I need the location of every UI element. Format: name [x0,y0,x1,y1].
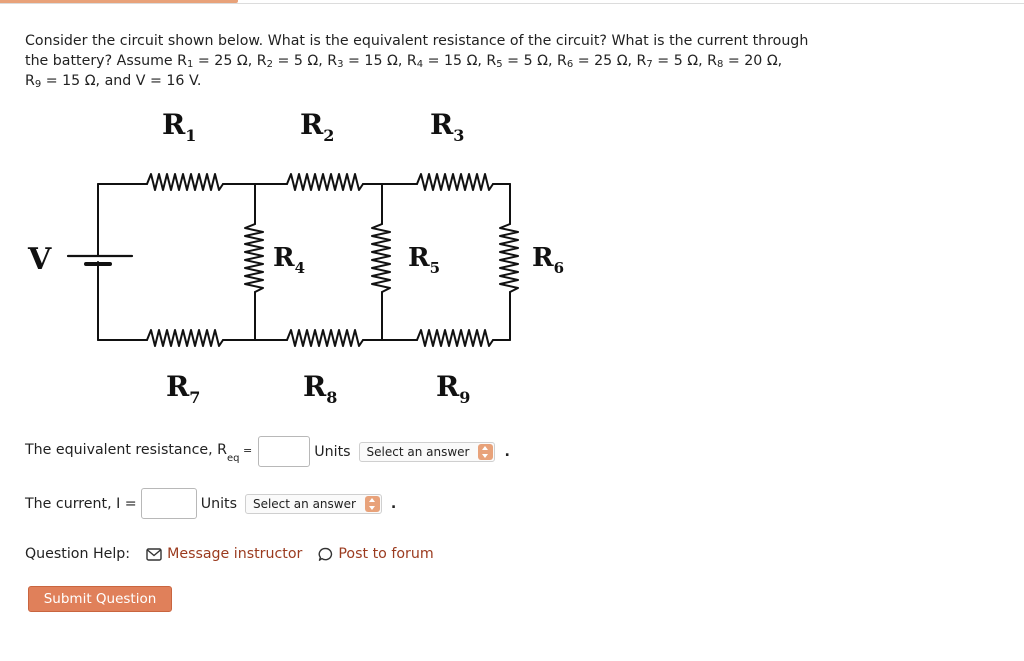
top-divider [0,3,1024,4]
select-arrows-icon [478,444,493,460]
value-r8: = 20 Ω, [723,53,783,69]
label-r9: $R_9$ [436,370,471,407]
resistance-label-sub: eq [227,452,240,464]
sub-9: 9 [34,79,42,90]
envelope-icon [146,548,162,561]
label-r2: $R_2$ [300,108,335,145]
label-r7: $R_7$ [166,370,201,407]
resistance-equals: = [239,444,253,458]
resistor-r9-zigzag [417,330,493,346]
resistance-select-value: Select an answer [366,444,470,459]
question-line-2-start: the battery? Assume R [25,53,188,69]
value-r4: = 15 Ω, R [423,53,497,69]
resistance-label-text: The equivalent resistance, R [25,442,228,459]
resistance-answer-row [25,436,510,467]
submit-question-button[interactable]: Submit Question [28,586,172,612]
sub-8: 8 [716,59,724,70]
select-arrows-icon [365,496,380,512]
value-r9-and-v: = 15 Ω, and V = 16 V. [41,73,202,89]
speech-bubble-icon [318,547,333,562]
battery-label: V [28,242,52,277]
label-r6: $R_6$ [532,243,565,277]
value-r3: = 15 Ω, R [343,53,417,69]
current-units-label: Units [200,495,237,512]
current-period: . [390,495,397,512]
resistor-r2-zigzag [287,174,363,190]
circuit-diagram [20,104,580,414]
resistor-r1-zigzag [147,174,223,190]
question-text [25,31,1005,91]
question-help-label: Question Help: [25,546,131,562]
message-instructor-link[interactable] [146,546,302,562]
post-to-forum-link[interactable] [318,546,433,562]
resistance-period: . [504,443,510,460]
label-r3: $R_3$ [430,108,465,145]
value-r5: = 5 Ω, R [502,53,567,69]
sub-4: 4 [416,59,424,70]
resistor-r6-zigzag [500,224,518,292]
question-line-2 [25,51,1005,71]
label-r4: $R_4$ [273,243,306,277]
message-instructor-text: Message instructor [167,546,303,562]
label-r1: $R_1$ [162,108,197,145]
resistance-input[interactable] [258,436,310,467]
sub-3: 3 [337,59,344,70]
resistor-r7-zigzag [147,330,223,346]
sub-7: 7 [646,59,653,70]
question-line-3 [25,71,1005,91]
question-line-1: Consider the circuit shown below. What is the equivalent resistance of the circuit? What is the current through [25,33,809,49]
sub-5: 5 [496,59,503,70]
sub-1: 1 [187,59,194,70]
question-help [25,546,434,562]
value-r2: = 5 Ω, R [272,53,338,69]
sub-6: 6 [566,59,574,70]
resistance-units-select[interactable] [359,442,496,462]
resistance-units-label: Units [314,443,351,460]
resistor-r5-zigzag [372,224,390,292]
current-select-value: Select an answer [252,496,356,511]
current-label: The current, I = [25,495,137,512]
label-r8: $R_8$ [303,370,338,407]
value-r6: = 25 Ω, R [573,53,647,69]
resistance-label [25,442,253,464]
label-r5: $R_5$ [408,243,441,277]
post-to-forum-text: Post to forum [338,546,434,562]
resistor-r4-zigzag [245,224,263,292]
resistor-r3-zigzag [417,174,493,190]
sub-2: 2 [266,59,273,70]
value-r1: = 25 Ω, R [193,53,267,69]
question-line-3-start: R [25,73,35,89]
current-units-select[interactable] [245,494,382,514]
current-answer-row [25,488,396,519]
current-input[interactable] [141,488,197,519]
resistor-r8-zigzag [287,330,363,346]
value-r7: = 5 Ω, R [652,53,717,69]
